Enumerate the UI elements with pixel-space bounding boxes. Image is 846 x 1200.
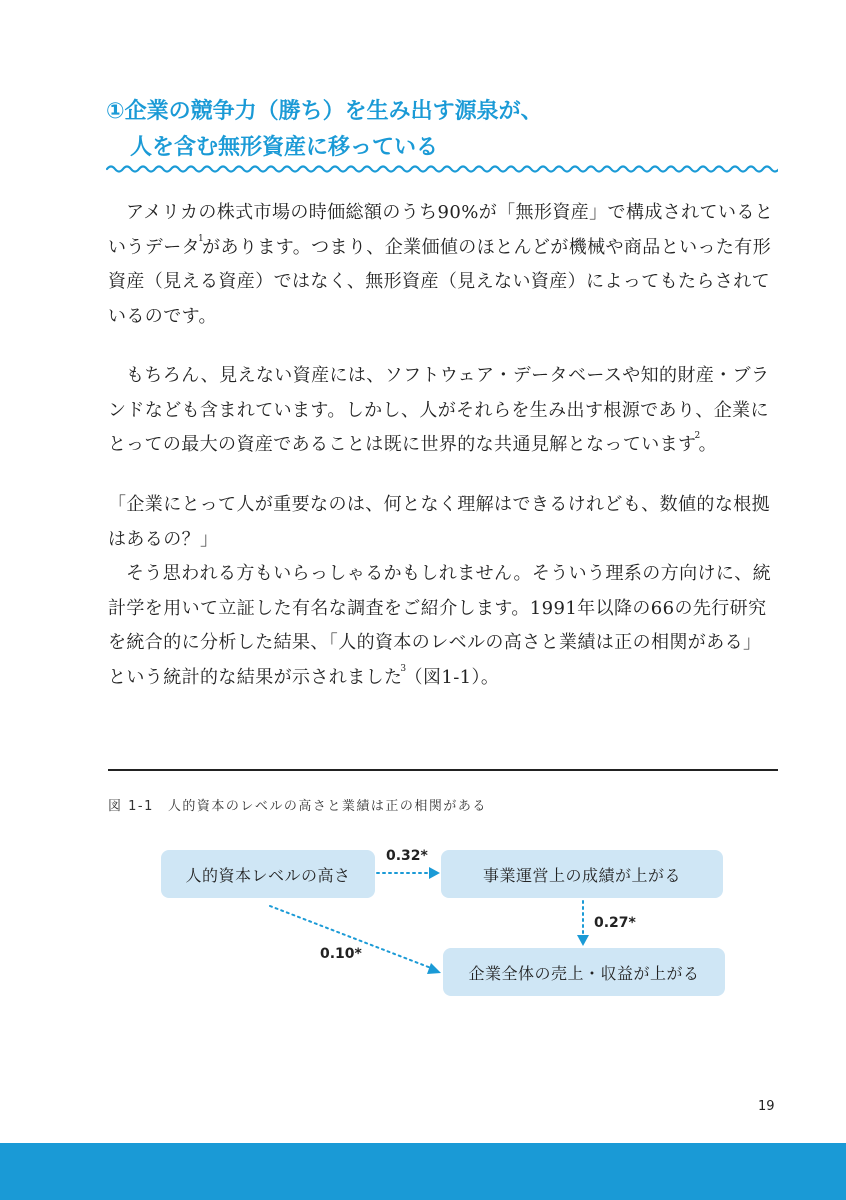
heading-line-1: ①企業の競争力（勝ち）を生み出す源泉が、 — [106, 99, 543, 124]
footnote-marker: 3 — [400, 663, 407, 674]
arrowhead-human-to-revenue — [427, 963, 441, 974]
quote-paragraph: 「企業にとって人が重要なのは、何となく理解はできるけれども、数値的な根拠はあるの？」 — [108, 494, 771, 550]
coefficient-operational-to-revenue: 0.27* — [594, 915, 636, 931]
figure-title: 人的資本のレベルの高さと業績は正の相関がある — [167, 799, 487, 814]
node-company-revenue: 企業全体の売上・収益が上がる — [443, 948, 725, 996]
arrowhead-human-to-operational — [429, 867, 440, 879]
coefficient-human-to-revenue: 0.10* — [320, 946, 362, 962]
text-run: そう思われる方もいらっしゃるかもしれません。そういう理系の方向けに、統計学を用いて立証した有名な調査をご紹介します。1991年以降の66の先行研究を統合的に分析した結果、「人的資本のレベルの高さと業績は正の相関がある」という統計的な結果が示されました — [108, 563, 772, 688]
figure-number: 図 1-1 — [108, 799, 154, 814]
text-run: があります。つまり、企業価値のほとんどが機械や商品といった有形資産（見える資産）ではなく、無形資産（見えない資産）によってもたらされているのです。 — [108, 236, 772, 327]
node-operational-results: 事業運営上の成績が上がる — [441, 850, 723, 898]
heading-line-2: 人を含む無形資産に移っている — [130, 135, 439, 160]
text-run: もちろん、見えない資産には、ソフトウェア・データベースや知的財産・ブランドなども含まれています。しかし、人がそれらを生み出す根源であり、企業にとっての最大の資産であることは既に世界的な共通見解となっています — [108, 365, 770, 455]
footer-band — [0, 1143, 846, 1200]
text-run: アメリカの株式市場の時価総額のうち90%が「無形資産」で構成されているというデータ — [108, 202, 774, 258]
footnote-marker: 2 — [694, 431, 701, 441]
text-run: 。 — [698, 434, 717, 455]
coefficient-human-to-operational: 0.32* — [386, 848, 428, 864]
text-run: （図1-1）。 — [404, 666, 500, 688]
footnote-marker: 1 — [198, 233, 205, 244]
node-human-capital: 人的資本レベルの高さ — [161, 850, 375, 898]
arrowhead-operational-to-revenue — [577, 935, 589, 946]
page-number: 19 — [758, 1099, 775, 1114]
